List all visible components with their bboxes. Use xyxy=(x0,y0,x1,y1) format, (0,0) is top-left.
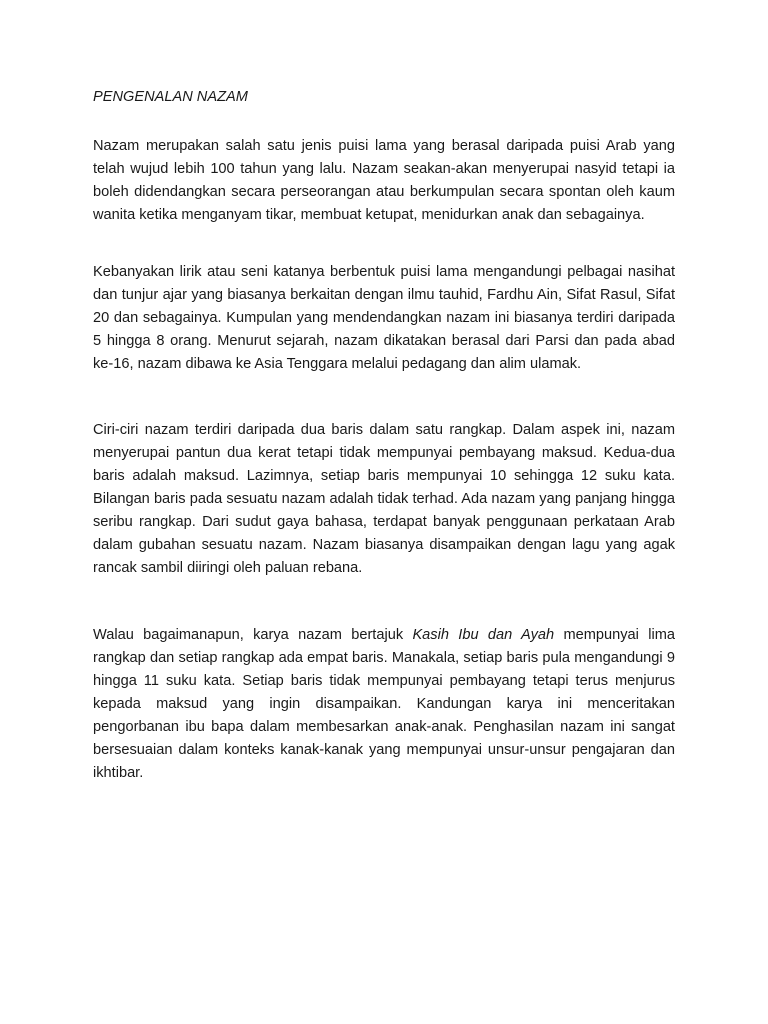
paragraph-kasih-ibu-rest: mempunyai lima rangkap dan setiap rangkap ada empat baris. Manakala, setiap baris pula mengandungi 9 hingga 11 suku kata. Setiap baris tidak mempunyai pembayang tetapi terus menjurus kepada maksud yang ingin disampaikan. Kandungan karya ini menceritakan pengorbanan ibu bapa dalam membesarkan anak-anak. Penghasilan nazam ini sangat bersesuaian dalam konteks kanak-kanak yang mempunyai unsur-unsur pengajaran dan ikhtibar. xyxy=(93,627,675,781)
work-title-italic: Kasih Ibu dan Ayah xyxy=(412,627,555,643)
paragraph-kasih-ibu xyxy=(93,624,675,785)
paragraph-introduction: Nazam merupakan salah satu jenis puisi lama yang berasal daripada puisi Arab yang telah wujud lebih 100 tahun yang lalu. Nazam seakan-akan menyerupai nasyid tetapi ia boleh didendangkan secara perseorangan atau berkumpulan secara spontan oleh kaum wanita ketika menganyam tikar, membuat ketupat, menidurkan anak dan sebagainya. xyxy=(93,138,675,223)
paragraph-kasih-ibu-start: Walau bagaimanapun, karya nazam bertajuk xyxy=(93,627,413,643)
paragraph-characteristics: Ciri-ciri nazam terdiri daripada dua baris dalam satu rangkap. Dalam aspek ini, nazam menyerupai pantun dua kerat tetapi tidak mempunyai pembayang maksud. Kedua-dua baris adalah maksud. Lazimnya, setiap baris mempunyai 10 sehingga 12 suku kata. Bilangan baris pada sesuatu nazam adalah tidak terhad. Ada nazam yang panjang hingga seribu rangkap. Dari sudut gaya bahasa, terdapat banyak penggunaan perkataan Arab dalam gubahan sesuatu nazam. Nazam biasanya disampaikan dengan lagu yang agak rancak sambil diiringi oleh paluan rebana. xyxy=(93,422,675,576)
paragraph-lyrics: Kebanyakan lirik atau seni katanya berbentuk puisi lama mengandungi pelbagai nasihat dan tunjur ajar yang biasanya berkaitan dengan ilmu tauhid, Fardhu Ain, Sifat Rasul, Sifat 20 dan sebagainya. Kumpulan yang mendendangkan nazam ini biasanya terdiri daripada 5 hingga 8 orang. Menurut sejarah, nazam dikatakan berasal dari Parsi dan pada abad ke-16, nazam dibawa ke Asia Tenggara melalui pedagang dan alim ulamak. xyxy=(93,264,675,372)
document-title: PENGENALAN NAZAM xyxy=(93,89,248,105)
